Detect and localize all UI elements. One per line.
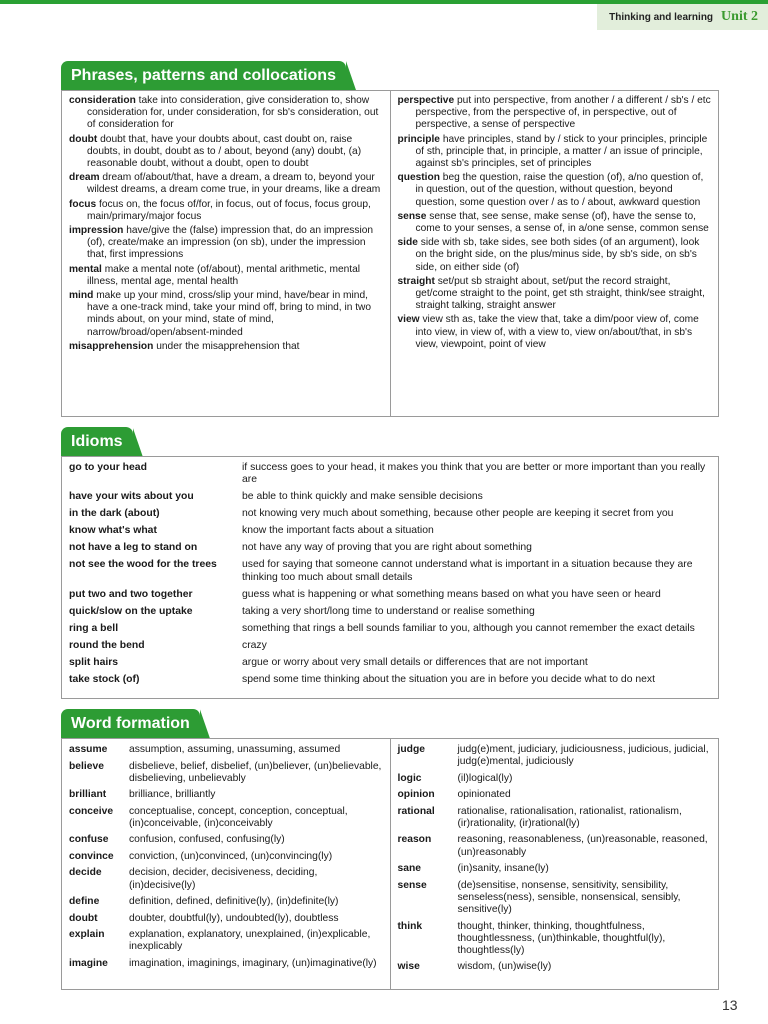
word-root: convince (69, 850, 114, 862)
phrase-text: put into perspective, from another / a different / sb's / etc perspective, from the perspective of, in perspective, out of perspective, a sense of perspective (415, 95, 711, 131)
word-family-row (69, 789, 383, 801)
idiom-row (69, 606, 712, 618)
word-family-row (69, 929, 383, 953)
idiom-definition: used for saying that someone cannot understand what is important in a situation because they are thinking too much about small details (242, 559, 693, 583)
phrase-head: consideration (69, 95, 136, 106)
word-root: confuse (69, 834, 109, 846)
phrase-text: take into consideration, give consideration to, show consideration for, under consideration, for sb's consideration, out of consideration for (87, 95, 379, 131)
phrases-right-column (390, 91, 719, 416)
word-family-row (69, 958, 383, 970)
idiom-definition: if success goes to your head, it makes you think that you are better or more important than you really are (242, 462, 706, 486)
phrase-head: principle (397, 133, 440, 145)
header-unit: Unit 2 (721, 9, 758, 24)
word-root: explain (69, 929, 105, 941)
phrase-text: doubt that, have your doubts about, cast doubt on, raise doubts, in doubt, doubt as to / about, beyond (any) doubt, (a) reasonable doubt, without a doubt, open to doubt (87, 133, 362, 170)
idiom-term: ring a bell (69, 622, 119, 634)
word-forms: (de)sensitise, nonsense, sensitivity, sensibility, senseless(ness), sensible, nonsensical, sensibly, sensitive(ly) (457, 879, 681, 916)
word-family-row (398, 773, 712, 785)
phrase-head: focus (69, 198, 97, 210)
idiom-definition: taking a very short/long time to understand or realise something (242, 605, 535, 617)
phrase-entry (69, 199, 383, 223)
idiom-row (69, 640, 712, 652)
phrase-head: question (397, 172, 440, 184)
word-forms: confusion, confused, confusing(ly) (129, 834, 285, 846)
idiom-definition: something that rings a bell sounds familiar to you, although you cannot remember the exact details (242, 622, 695, 634)
idiom-row (69, 508, 712, 520)
word-family-row (398, 863, 712, 875)
idiom-term: not have a leg to stand on (69, 542, 198, 554)
word-root: logic (397, 772, 422, 784)
phrase-text: view sth as, take the view that, take a dim/poor view of, come into view, in view of, with a view to, view on/about/that, in sb's view, viewpoint, point of view (415, 314, 699, 350)
word-root: decide (69, 867, 102, 879)
idiom-term: know what's what (69, 525, 157, 537)
word-family-row (398, 961, 712, 973)
phrase-head: dream (69, 172, 100, 184)
phrase-text: set/put sb straight about, set/put the record straight, get/come straight to the point, get sth straight, think/see straight, straight talking, straight answer (415, 275, 705, 312)
idiom-row (69, 589, 712, 601)
word-root: believe (69, 760, 104, 772)
word-forms: assumption, assuming, unassuming, assumed (129, 744, 341, 755)
idiom-term: quick/slow on the uptake (69, 605, 193, 617)
phrase-entry (398, 211, 712, 235)
word-family-row (398, 880, 712, 917)
idiom-definition: guess what is happening or what something means based on what you have seen or heard (242, 588, 661, 600)
word-forms: (in)sanity, insane(ly) (457, 863, 549, 875)
word-forms: disbelieve, belief, disbelief, (un)believer, (un)believable, disbelieving, unbelievably (129, 760, 382, 784)
phrase-head: mind (69, 290, 94, 302)
idiom-row (69, 542, 712, 554)
phrases-left-column (62, 91, 390, 416)
phrase-text: side with sb, take sides, see both sides (of an argument), look on the bright side, on the plus/minus side, by sb's side, on sb's side, on either side (of) (415, 237, 700, 273)
phrases-box (61, 90, 719, 417)
word-family-row (69, 896, 383, 908)
word-forms: imagination, imaginings, imaginary, (un)imaginative(ly) (129, 957, 377, 969)
word-root: doubt (69, 912, 98, 924)
word-root: sane (397, 863, 421, 875)
idiom-definition: be able to think quickly and make sensible decisions (242, 491, 483, 503)
phrase-entry (69, 95, 383, 132)
word-family-row (69, 913, 383, 925)
word-root: define (69, 896, 100, 908)
phrase-text: dream of/about/that, have a dream, a dream to, beyond your wildest dreams, a dream come true, in your dreams, like a dream (87, 172, 381, 196)
idiom-term: take stock (of) (69, 673, 140, 685)
idiom-term: round the bend (69, 639, 145, 651)
word-family-row (69, 761, 383, 785)
word-root: conceive (69, 805, 114, 817)
idiom-row (69, 623, 712, 635)
page-number: 13 (722, 997, 738, 1013)
idiom-row (69, 491, 712, 503)
phrase-entry (69, 341, 383, 353)
idiom-row (69, 525, 712, 537)
idioms-box (61, 456, 719, 699)
phrase-entry (398, 95, 712, 132)
phrase-text: have/give the (false) impression that, do an impression (of), create/make an impression (on sb), under the impression that, first impressions (87, 225, 374, 261)
idiom-term: have your wits about you (69, 491, 194, 503)
idiom-definition: spend some time thinking about the situation you are in before you decide what to do next (242, 673, 656, 685)
idiom-row (69, 657, 712, 669)
word-family-row (398, 806, 712, 830)
idiom-row (69, 559, 712, 584)
phrase-entry (69, 172, 383, 196)
phrase-text: sense that, see sense, make sense (of), have the sense to, come to your senses, a sense of, in a/one sense, common sense (415, 210, 709, 235)
phrase-text: beg the question, raise the question (of), a/no question of, in question, out of the question, without question, beyond question, some question over / as to / about, awkward question (415, 172, 704, 208)
word-forms: brilliance, brilliantly (129, 789, 216, 801)
word-root: judge (397, 744, 425, 755)
phrase-text: focus on, the focus of/for, in focus, out of focus, focus group, main/primary/major focus (87, 198, 371, 222)
phrase-head: impression (69, 225, 124, 237)
word-forms: rationalise, rationalisation, rationalist, rationalism, (ir)rationality, (ir)rational(ly) (457, 805, 682, 829)
word-formation-right-column (390, 739, 719, 989)
word-formation-section-title: Word formation (61, 709, 200, 738)
idiom-definition: not have any way of proving that you are right about something (242, 542, 532, 554)
idiom-definition: know the important facts about a situation (242, 525, 434, 537)
word-forms: wisdom, (un)wise(ly) (457, 961, 552, 973)
idiom-term: in the dark (about) (69, 508, 160, 520)
word-family-row (69, 806, 383, 830)
word-forms: judg(e)ment, judiciary, judiciousness, judicious, judicial, judg(e)mental, judiciously (457, 744, 709, 768)
word-forms: reasoning, reasonableness, (un)reasonable, reasoned, (un)reasonably (457, 834, 708, 858)
word-root: opinion (397, 789, 435, 801)
phrase-head: side (397, 237, 418, 249)
word-family-row (398, 744, 712, 768)
phrase-entry (398, 276, 712, 313)
phrase-head: perspective (397, 95, 455, 106)
idiom-definition: argue or worry about very small details or differences that are not important (242, 656, 588, 668)
phrase-text: under the misapprehension that (156, 340, 300, 352)
idiom-term: split hairs (69, 656, 119, 668)
word-formation-box (61, 738, 719, 990)
phrase-head: view (397, 314, 420, 326)
idiom-row (69, 462, 712, 487)
idiom-term: not see the wood for the trees (69, 559, 217, 571)
word-forms: definition, defined, definitive(ly), (in)definite(ly) (129, 896, 339, 908)
word-root: assume (69, 744, 108, 755)
word-family-row (398, 834, 712, 858)
word-root: brilliant (69, 789, 107, 801)
word-family-row (398, 921, 712, 958)
phrase-text: make a mental note (of/about), mental arithmetic, mental illness, mental age, mental health (87, 263, 361, 287)
phrase-head: mental (69, 263, 102, 275)
phrases-section-title: Phrases, patterns and collocations (61, 61, 346, 90)
word-root: think (397, 920, 423, 932)
idiom-term: put two and two together (69, 588, 193, 600)
idiom-row (69, 674, 712, 686)
word-forms: opinionated (457, 789, 511, 801)
phrase-text: have principles, stand by / stick to your principles, principle of sth, principle that, in principle, a matter / an issue of principle, against sb's principles, set of principles (415, 133, 708, 170)
word-forms: conviction, (un)convinced, (un)convincing(ly) (129, 850, 333, 862)
word-forms: thought, thinker, thinking, thoughtfulness, thoughtlessness, (un)thinkable, thoughtful(ly), thoughtless(ly) (457, 920, 666, 956)
word-root: wise (397, 961, 420, 973)
phrase-head: straight (397, 275, 435, 287)
word-family-row (69, 744, 383, 756)
phrase-entry (69, 225, 383, 262)
idiom-term: go to your head (69, 462, 147, 473)
word-forms: (il)logical(ly) (457, 772, 513, 784)
phrase-head: sense (397, 210, 427, 222)
word-forms: explanation, explanatory, unexplained, (in)explicable, inexplicably (129, 929, 371, 953)
word-root: rational (397, 805, 435, 817)
phrase-entry (398, 172, 712, 209)
idiom-definition: not knowing very much about something, because other people are keeping it secret from you (242, 508, 674, 520)
phrase-entry (398, 134, 712, 171)
word-root: imagine (69, 957, 108, 969)
word-family-row (69, 851, 383, 863)
word-forms: decision, decider, decisiveness, deciding, (in)decisive(ly) (129, 867, 318, 891)
word-forms: conceptualise, concept, conception, conceptual, (in)conceivable, (in)conceivably (129, 805, 348, 829)
word-root: reason (397, 834, 432, 846)
word-forms: doubter, doubtful(ly), undoubted(ly), doubtless (129, 912, 339, 924)
word-family-row (398, 789, 712, 801)
word-family-row (69, 834, 383, 846)
phrase-entry (69, 264, 383, 288)
phrase-head: misapprehension (69, 340, 154, 352)
idiom-definition: crazy (242, 639, 267, 651)
word-root: sense (397, 879, 427, 891)
phrase-entry (398, 237, 712, 274)
phrase-text: make up your mind, cross/slip your mind, have/bear in mind, have a one-track mind, take your mind off, bring to mind, in two minds about, on your mind, state of mind, narrow/broad/open/absent-minded (87, 290, 372, 338)
running-header (597, 4, 768, 30)
phrase-entry (69, 290, 383, 339)
phrase-entry (69, 134, 383, 171)
phrase-entry (398, 314, 712, 351)
word-family-row (69, 867, 383, 891)
idioms-section-title: Idioms (61, 427, 133, 456)
word-formation-left-column (62, 739, 390, 989)
header-label: Thinking and learning (609, 11, 714, 23)
phrase-head: doubt (69, 133, 98, 145)
